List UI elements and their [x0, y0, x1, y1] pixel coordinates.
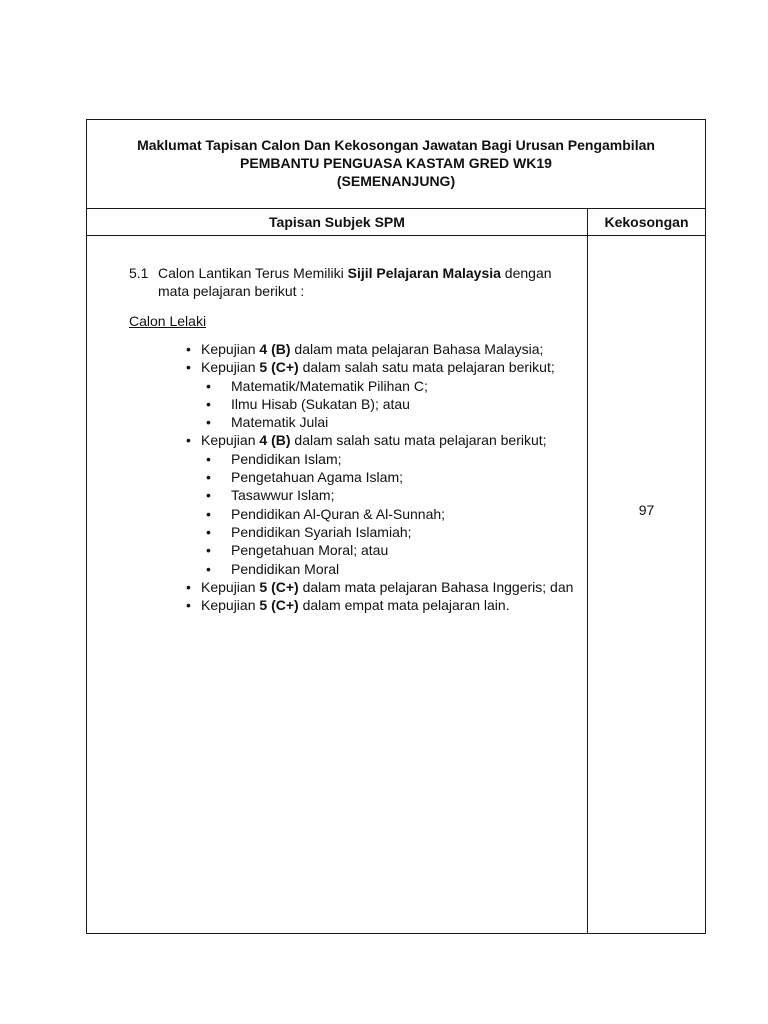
- bullet-icon: •: [206, 377, 211, 394]
- subject-requirements: [129, 264, 579, 614]
- bullet-icon: •: [206, 542, 211, 559]
- requirement-prefix: Kepujian: [201, 359, 260, 376]
- section-text-after: dengan mata pelajaran berikut :: [158, 265, 552, 299]
- subject-option-label: Matematik Julai: [231, 414, 329, 431]
- subject-option-label: Pendidikan Al-Quran & Al-Sunnah;: [231, 505, 446, 522]
- requirement-prefix: Kepujian: [201, 341, 260, 357]
- subject-option-label: Matematik/Matematik Pilihan C;: [231, 377, 428, 394]
- vacancy-count: 97: [638, 502, 655, 518]
- title-line-2: PEMBANTU PENGUASA KASTAM GRED WK19: [240, 155, 552, 171]
- requirement-prefix: Kepujian: [201, 578, 260, 595]
- subject-option-label: Ilmu Hisab (Sukatan B); atau: [231, 395, 410, 412]
- subject-option-label: Pengetahuan Agama Islam;: [231, 469, 404, 486]
- requirement-prefix: Kepujian: [201, 432, 260, 449]
- subject-option: [206, 560, 579, 578]
- requirements-list: [129, 340, 579, 614]
- requirement-item: [186, 340, 579, 358]
- section-text-before: Calon Lantikan Terus Memiliki: [158, 265, 348, 281]
- bullet-icon: •: [206, 450, 211, 467]
- requirement-text: dalam empat mata pelajaran lain.: [298, 597, 510, 614]
- section-text-bold: Sijil Pelajaran Malaysia: [347, 265, 501, 281]
- table-header-row: [87, 209, 705, 236]
- subject-options-list: [201, 377, 579, 432]
- column-divider: [587, 209, 588, 934]
- requirement-text: dalam mata pelajaran Bahasa Inggeris; dan: [298, 578, 574, 595]
- subject-option: [206, 468, 579, 486]
- subject-option: [206, 541, 579, 559]
- header-vacancy: Kekosongan: [604, 214, 689, 230]
- bullet-icon: •: [206, 469, 211, 486]
- requirement-grade: 4 (B): [259, 341, 291, 357]
- bullet-icon: •: [186, 341, 191, 357]
- bullet-icon: •: [206, 487, 211, 504]
- requirement-grade: 5 (C+): [259, 578, 299, 595]
- subject-option-label: Tasawwur Islam;: [231, 487, 335, 504]
- gender-label: Calon Lelaki: [129, 313, 207, 329]
- subject-option-label: Pendidikan Moral: [231, 560, 340, 577]
- subject-option-label: Pengetahuan Moral; atau: [231, 542, 389, 559]
- bullet-icon: •: [206, 395, 211, 412]
- title-line-1: Maklumat Tapisan Calon Dan Kekosongan Jawatan Bagi Urusan Pengambilan: [137, 137, 655, 153]
- subject-option: [206, 377, 579, 395]
- subject-option-label: Pendidikan Islam;: [231, 450, 342, 467]
- subject-option: [206, 450, 579, 468]
- header-subject-filter: Tapisan Subjek SPM: [269, 214, 405, 230]
- bullet-icon: •: [186, 578, 191, 595]
- title-line-3: (SEMENANJUNG): [336, 173, 456, 189]
- requirement-item: [186, 431, 579, 577]
- requirement-item: [186, 596, 579, 614]
- subject-option-label: Pendidikan Syariah Islamiah;: [231, 523, 412, 540]
- bullet-icon: •: [206, 414, 211, 431]
- bullet-icon: •: [186, 432, 191, 449]
- bullet-icon: •: [186, 359, 191, 376]
- section-number: 5.1: [129, 265, 149, 281]
- bullet-icon: •: [206, 560, 211, 577]
- bullet-icon: •: [206, 505, 211, 522]
- subject-options-list: [201, 450, 579, 578]
- document-table: [86, 119, 706, 934]
- section-paragraph: [129, 264, 579, 300]
- subject-option: [206, 486, 579, 504]
- requirement-text: dalam mata pelajaran Bahasa Malaysia;: [290, 341, 544, 357]
- subject-option: [206, 505, 579, 523]
- requirement-item: [186, 358, 579, 431]
- requirement-grade: 4 (B): [259, 432, 291, 449]
- requirement-grade: 5 (C+): [259, 359, 299, 376]
- subject-option: [206, 413, 579, 431]
- subject-option: [206, 523, 579, 541]
- requirement-text: dalam salah satu mata pelajaran berikut;: [298, 359, 555, 376]
- requirement-item: [186, 578, 579, 596]
- document-title: [87, 120, 705, 209]
- requirement-text: dalam salah satu mata pelajaran berikut;: [290, 432, 547, 449]
- requirement-grade: 5 (C+): [259, 597, 299, 614]
- bullet-icon: •: [206, 523, 211, 540]
- subject-option: [206, 395, 579, 413]
- requirement-prefix: Kepujian: [201, 597, 260, 614]
- bullet-icon: •: [186, 597, 191, 614]
